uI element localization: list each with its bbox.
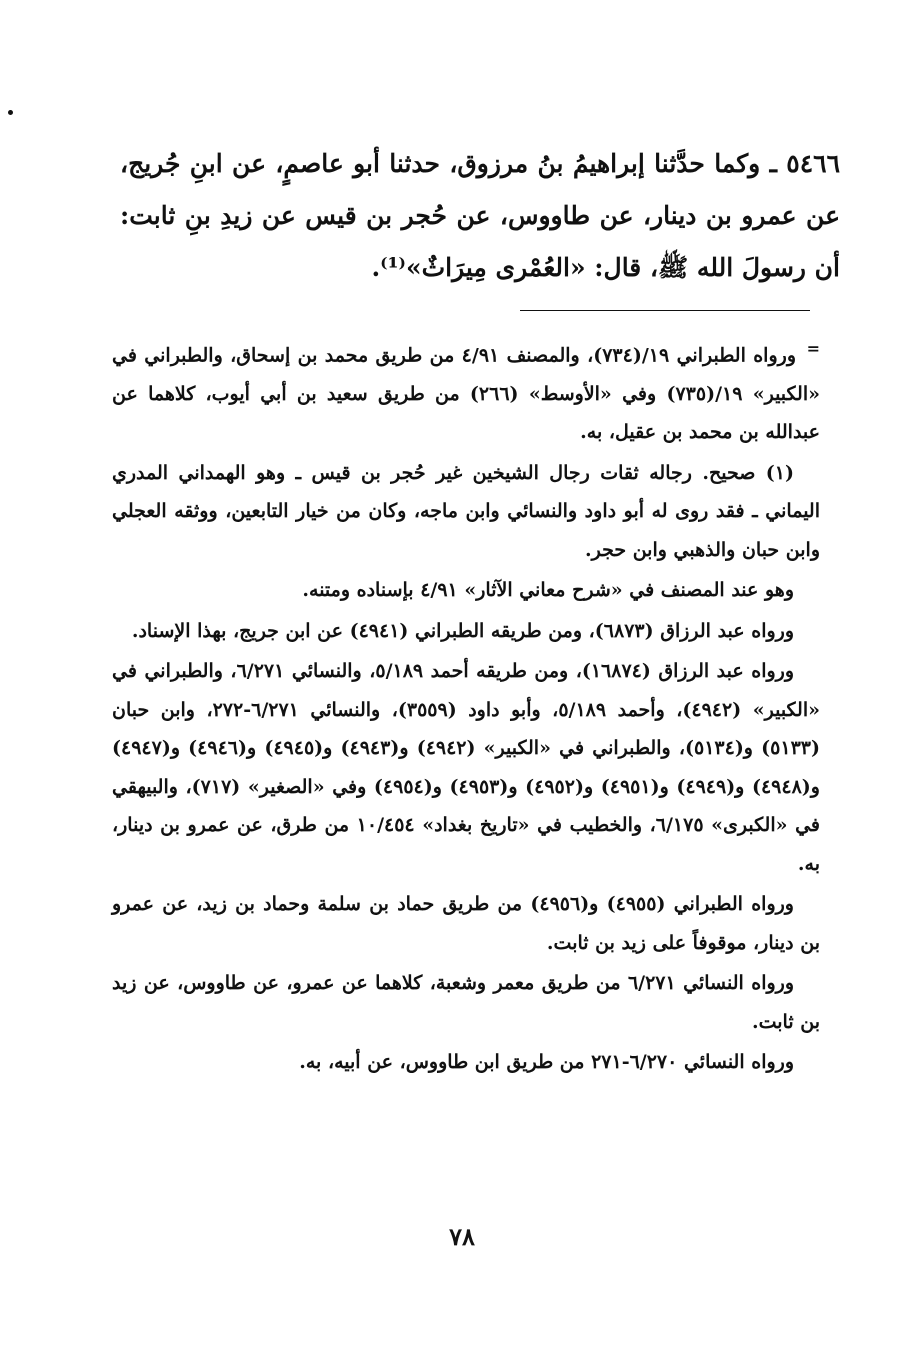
footnote-paragraph-4: ورواه عبد الرزاق (١٦٨٧٤)، ومن طريقه أحمد ٥/١٨٩، والنسائي ٦/٢٧١، والطبراني في «الكبير» (٤٩٤٢)، وأحمد ٥/١٨٩، وأبو داود (٣٥٥٩)، والنسائي ٦/٢٧١-٢٧٢، وابن حبان (٥١٣٣) و(٥١٣٤)، والطبراني في «الكبير» (٤٩٤٢) و(٤٩٤٣) و(٤٩٤٥) و(٤٩٤٦) و(٤٩٤٧) و(٤٩٤٨) و(٤٩٤٩) و(٤٩٥١) و(٤٩٥٢) و(٤٩٥٣) و(٤٩٥٤) وفي «الصغير» (٧١٧)، والبيهقي في «الكبرى» ٦/١٧٥، والخطيب في «تاريخ بغداد» ١٠/٤٥٤ من طرق، عن عمرو بن دينار، به. <box>112 660 820 875</box>
footnotes-block <box>112 330 820 1084</box>
margin-dot <box>8 110 13 115</box>
continuation-mark: = <box>806 339 820 358</box>
footnote-separator <box>520 310 810 311</box>
footnote-continuation <box>112 330 820 452</box>
footnote-1: (١) صحيح. رجاله ثقات رجال الشيخين غير حُجر بن قيس ـ وهو الهمداني المدري اليماني ـ فقد روى له أبو داود والنسائي وابن ماجه، وكان من خيار التابعين، ووثقه العجلي وابن حبان والذهبي وابن حجر. <box>112 461 820 561</box>
footnote-paragraph-6: ورواه النسائي ٦/٢٧١ من طريق معمر وشعبة، كلاهما عن عمرو، عن طاووس، عن زيد بن ثابت. <box>112 972 820 1033</box>
footnote-continuation-text: ورواه الطبراني ١٩/(٧٣٤)، والمصنف ٤/٩١ من طريق محمد بن إسحاق، والطبراني في «الكبير» ١٩/(٧٣٥) وفي «الأوسط» (٢٦٦) من طريق سعيد بن أبي أيوب، كلاهما عن عبدالله بن محمد بن عقيل، به. <box>112 344 820 444</box>
footnote-paragraph-2: وهو عند المصنف في «شرح معاني الآثار» ٤/٩١ بإسناده ومتنه. <box>302 579 794 602</box>
hadith-paragraph: ٥٤٦٦ ـ وكما حدَّثنا إبراهيمُ بنُ مرزوق، حدثنا أبو عاصمٍ، عن ابنِ جُريج، عن عمرو بن دينار، عن طاووس، عن حُجر بن قيس عن زيدِ بنِ ثابت: أن رسولَ الله ﷺ، قال: «العُمْرى مِيرَاثٌ»⁽¹⁾. <box>120 149 840 282</box>
hadith-text-block <box>120 138 840 294</box>
footnote-paragraph-7: ورواه النسائي ٦/٢٧٠-٢٧١ من طريق ابن طاووس، عن أبيه، به. <box>299 1051 794 1074</box>
page-number: ٧٨ <box>449 1222 475 1251</box>
footnote-paragraph-5: ورواه الطبراني (٤٩٥٥) و(٤٩٥٦) من طريق حماد بن سلمة وحماد بن زيد، عن عمرو بن دينار، موقوفاً على زيد بن ثابت. <box>112 893 820 954</box>
footnote-paragraph-3: ورواه عبد الرزاق (٦٨٧٣)، ومن طريقه الطبراني (٤٩٤١) عن ابن جريج، بهذا الإسناد. <box>131 619 794 642</box>
